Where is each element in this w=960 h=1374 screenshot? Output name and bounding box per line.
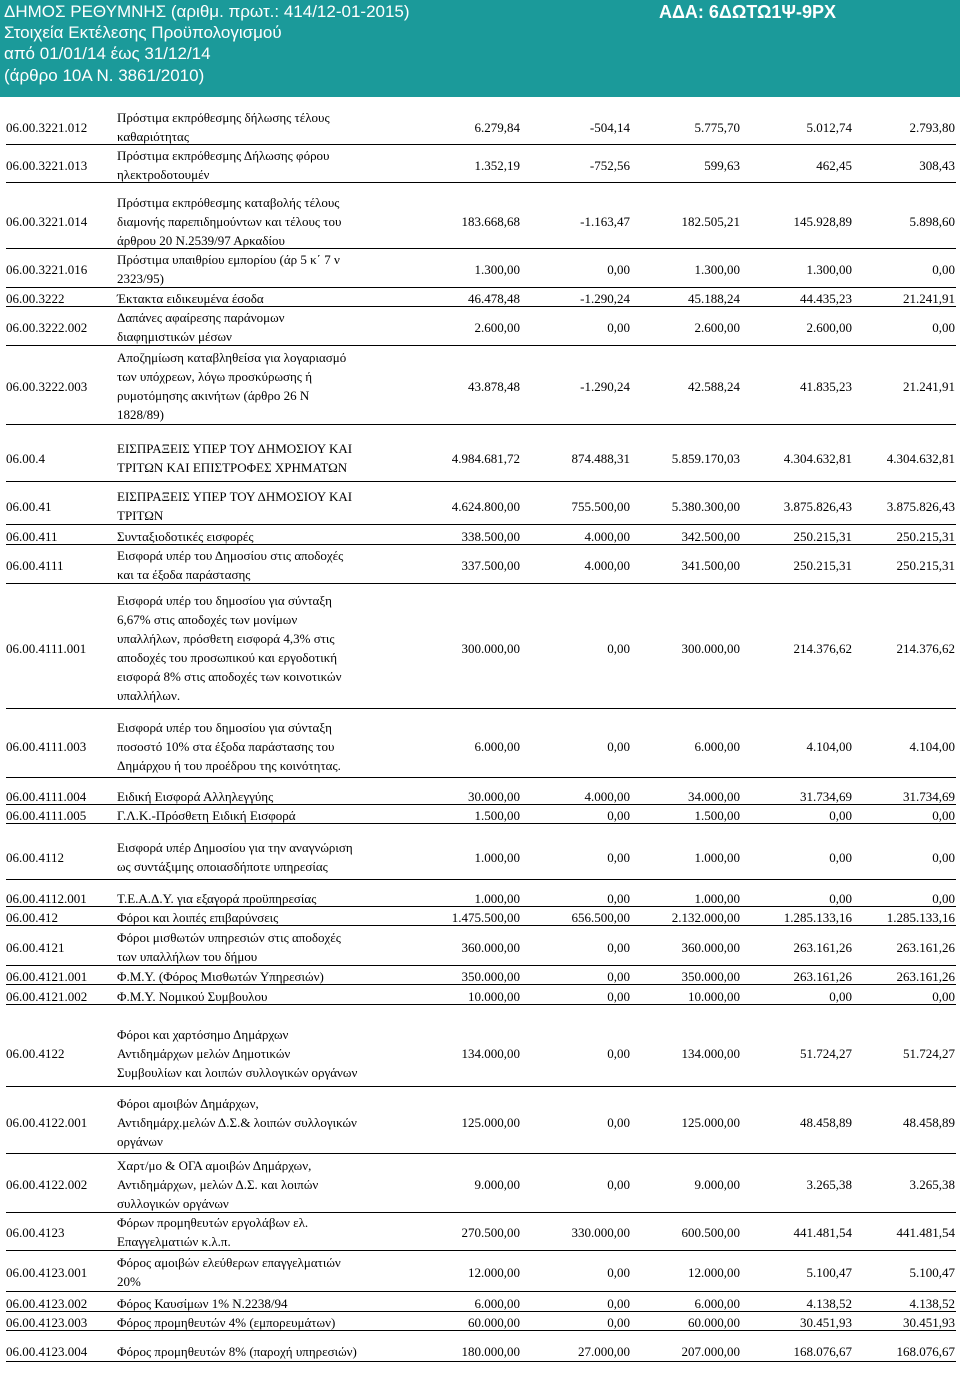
amount-col-5: 4.104,00 [909, 738, 955, 754]
amount-col-4: 462,45 [816, 157, 852, 173]
amount-col-3: 60.000,00 [688, 1314, 740, 1330]
amount-col-1: 46.478,48 [468, 290, 520, 306]
table-row [0, 908, 960, 926]
amount-col-1: 10.000,00 [468, 988, 520, 1004]
amount-col-4: 4.138,52 [806, 1295, 852, 1311]
amount-col-2: 874.488,31 [571, 450, 630, 466]
amount-col-4: 3.875.826,43 [783, 498, 852, 514]
amount-col-4: 263.161,26 [793, 939, 852, 955]
account-description: Φόρος αμοιβών ελεύθερων επαγγελματιών 20% [117, 1255, 341, 1289]
account-description: Συνταξιοδοτικές εισφορές [117, 528, 254, 544]
account-code: 06.00.4123.004 [6, 1343, 88, 1359]
account-description: Φόροι αμοιβών Δημάρχων, Αντιδημάρχ.μελών Δ.Σ.& λοιπών συλλογικών οργάνων [117, 1095, 357, 1149]
table-row [0, 487, 960, 525]
table-row [0, 1252, 960, 1292]
row-divider [6, 708, 956, 709]
amount-col-3: 1.000,00 [694, 890, 740, 906]
row-divider [6, 524, 956, 525]
amount-col-5: 263.161,26 [896, 968, 955, 984]
account-description: Δαπάνες αφαίρεσης παράνομων διαφημιστικών μέσων [117, 310, 285, 344]
amount-col-5: 441.481,54 [896, 1224, 955, 1240]
account-code: 06.00.4123 [6, 1224, 65, 1240]
table-row [0, 714, 960, 778]
account-code: 06.00.4121.002 [6, 988, 88, 1004]
account-code: 06.00.4123.002 [6, 1295, 88, 1311]
account-description: Φ.Μ.Υ. Νομικού Συμβουλου [117, 988, 268, 1004]
amount-col-3: 5.859.170,03 [671, 450, 740, 466]
report-period: από 01/01/14 έως 31/12/14 [4, 44, 211, 63]
row-divider [6, 248, 956, 249]
table-row [0, 967, 960, 985]
amount-col-4: 5.012,74 [806, 119, 852, 135]
amount-col-5: 0,00 [932, 261, 955, 277]
row-divider [6, 481, 956, 482]
row-divider [6, 1250, 956, 1251]
amount-col-2: 4.000,00 [584, 557, 630, 573]
report-title: Στοιχεία Εκτέλεσης Προϋπολογισμού [4, 23, 282, 42]
amount-col-5: 3.875.826,43 [886, 498, 955, 514]
row-divider [6, 182, 956, 183]
amount-col-2: -1.290,24 [580, 378, 630, 394]
legal-reference: (άρθρο 10Α Ν. 3861/2010) [4, 66, 205, 85]
amount-col-1: 4.624.800,00 [451, 498, 520, 514]
amount-col-2: 0,00 [607, 849, 630, 865]
account-code: 06.00.3221.014 [6, 213, 88, 229]
amount-col-2: 755.500,00 [571, 498, 630, 514]
amount-col-4: 250.215,31 [793, 528, 852, 544]
account-description: ΕΙΣΠΡΑΞΕΙΣ ΥΠΕΡ ΤΟΥ ΔΗΜΟΣΙΟΥ ΚΑΙ ΤΡΙΤΩΝ [117, 489, 353, 523]
table-row [0, 109, 960, 145]
amount-col-3: 125.000,00 [681, 1114, 740, 1130]
amount-col-3: 10.000,00 [688, 988, 740, 1004]
row-divider [6, 1153, 956, 1154]
amount-col-1: 183.668,68 [461, 213, 520, 229]
account-code: 06.00.3222 [6, 290, 65, 306]
account-code: 06.00.4111 [6, 557, 64, 573]
amount-col-3: 360.000,00 [681, 939, 740, 955]
amount-col-5: 31.734,69 [903, 788, 955, 804]
table-row [0, 928, 960, 966]
amount-col-5: 168.076,67 [896, 1343, 955, 1359]
row-divider [6, 823, 956, 824]
amount-col-3: 6.000,00 [694, 738, 740, 754]
amount-col-5: 0,00 [932, 890, 955, 906]
amount-col-2: 0,00 [607, 1176, 630, 1192]
amount-col-3: 1.000,00 [694, 849, 740, 865]
municipality-title: ΔΗΜΟΣ ΡΕΘΥΜΝΗΣ (αριθμ. πρωτ.: 414/12-01-2015) [4, 2, 410, 21]
amount-col-3: 207.000,00 [681, 1343, 740, 1359]
amount-col-3: 600.500,00 [681, 1224, 740, 1240]
amount-col-2: 0,00 [607, 1114, 630, 1130]
table-row [0, 1294, 960, 1312]
amount-col-2: 4.000,00 [584, 788, 630, 804]
amount-col-4: 4.304.632,81 [783, 450, 852, 466]
amount-col-2: -752,56 [589, 157, 630, 173]
account-code: 06.00.3221.016 [6, 261, 88, 277]
amount-col-5: 5.100,47 [909, 1264, 955, 1280]
amount-col-1: 4.984.681,72 [451, 450, 520, 466]
amount-col-2: -504,14 [589, 119, 630, 135]
amount-col-5: 214.376,62 [896, 640, 955, 656]
amount-col-3: 42.588,24 [688, 378, 740, 394]
amount-col-4: 2.600,00 [806, 319, 852, 335]
row-divider [6, 144, 956, 145]
account-description: Φόρος προμηθευτών 4% (εμπορευμάτων) [117, 1314, 336, 1330]
amount-col-4: 0,00 [829, 890, 852, 906]
amount-col-4: 5.100,47 [806, 1264, 852, 1280]
row-divider [6, 984, 956, 985]
amount-col-3: 5.775,70 [694, 119, 740, 135]
amount-col-1: 125.000,00 [461, 1114, 520, 1130]
account-description: Εισφορά υπέρ του Δημοσίου στις αποδοχές και τα έξοδα παράστασης [117, 548, 344, 582]
account-code: 06.00.4111.003 [6, 738, 87, 754]
row-divider [6, 1291, 956, 1292]
amount-col-5: 0,00 [932, 807, 955, 823]
account-code: 06.00.4 [6, 450, 45, 466]
ada-code: ΑΔΑ: 6ΔΩΤΩ1Ψ-9ΡΧ [658, 2, 836, 22]
amount-col-5: 308,43 [919, 157, 955, 173]
account-description: Εισφορά υπέρ του δημοσίου για σύνταξη ποσοστό 10% στα έξοδα παράστασης του Δημάρχου ή του προέδρου της κοινότητας. [117, 719, 341, 773]
amount-col-4: 3.265,38 [806, 1176, 852, 1192]
table-row [0, 1019, 960, 1087]
amount-col-2: 0,00 [607, 939, 630, 955]
amount-col-1: 1.475.500,00 [451, 909, 520, 925]
amount-col-1: 1.300,00 [474, 261, 520, 277]
amount-col-2: 330.000,00 [571, 1224, 630, 1240]
amount-col-3: 1.300,00 [694, 261, 740, 277]
amount-col-2: 0,00 [607, 1295, 630, 1311]
table-row [0, 787, 960, 805]
row-divider [6, 1004, 956, 1005]
amount-col-4: 4.104,00 [806, 738, 852, 754]
amount-col-1: 30.000,00 [468, 788, 520, 804]
amount-col-5: 5.898,60 [909, 213, 955, 229]
amount-col-3: 9.000,00 [694, 1176, 740, 1192]
account-code: 06.00.4111.005 [6, 807, 87, 823]
amount-col-2: 0,00 [607, 261, 630, 277]
account-code: 06.00.41 [6, 498, 52, 514]
amount-col-5: 30.451,93 [903, 1314, 955, 1330]
account-description: Ειδική Εισφορά Αλληλεγγύης [117, 788, 274, 804]
account-code: 06.00.4122.002 [6, 1176, 88, 1192]
row-divider [6, 1361, 956, 1362]
amount-col-1: 6.279,84 [474, 119, 520, 135]
account-code: 06.00.3221.013 [6, 157, 88, 173]
table-row [0, 587, 960, 709]
row-divider [6, 544, 956, 545]
amount-col-1: 134.000,00 [461, 1045, 520, 1061]
account-description: Έκτακτα ειδικευμένα έσοδα [117, 290, 264, 306]
amount-col-3: 300.000,00 [681, 640, 740, 656]
amount-col-1: 360.000,00 [461, 939, 520, 955]
account-description: ΕΙΣΠΡΑΞΕΙΣ ΥΠΕΡ ΤΟΥ ΔΗΜΟΣΙΟΥ ΚΑΙ ΤΡΙΤΩΝ ΚΑΙ ΕΠΙΣΤΡΟΦΕΣ ΧΡΗΜΑΤΩΝ [117, 441, 353, 475]
amount-col-5: 0,00 [932, 849, 955, 865]
amount-col-1: 2.600,00 [474, 319, 520, 335]
amount-col-4: 44.435,23 [800, 290, 852, 306]
amount-col-3: 342.500,00 [681, 528, 740, 544]
amount-col-3: 350.000,00 [681, 968, 740, 984]
account-description: Χαρτ/μο & ΟΓΑ αμοιβών Δημάρχων, Αντιδημάρχων, μελών Δ.Σ. και λοιπών συλλογικών οργάνων [117, 1157, 319, 1211]
amount-col-1: 338.500,00 [461, 528, 520, 544]
amount-col-2: 0,00 [607, 1045, 630, 1061]
amount-col-5: 21.241,91 [903, 290, 955, 306]
amount-col-4: 0,00 [829, 849, 852, 865]
amount-col-1: 12.000,00 [468, 1264, 520, 1280]
amount-col-5: 263.161,26 [896, 939, 955, 955]
account-description: Γ.Λ.Κ.-Πρόσθετη Ειδική Εισφορά [117, 807, 296, 823]
account-description: Φόροι και λοιπές επιβαρύνσεις [117, 909, 279, 925]
amount-col-1: 1.000,00 [474, 849, 520, 865]
amount-col-1: 1.000,00 [474, 890, 520, 906]
table-row [0, 347, 960, 425]
account-description: Φόρων προμηθευτών εργολάβων ελ. Επαγγελματιών κ.λ.π. [117, 1215, 309, 1249]
amount-col-3: 2.132.000,00 [671, 909, 740, 925]
account-description: Πρόστιμα εκπρόθεσμης καταβολής τέλους διαμονής παρεπιδημούντων και τέλους του άρθρου 20 Ν.2539/97 Αρκαδίου [117, 194, 342, 248]
table-row [0, 889, 960, 907]
row-divider [6, 306, 956, 307]
amount-col-1: 270.500,00 [461, 1224, 520, 1240]
account-code: 06.00.4111.001 [6, 640, 87, 656]
amount-col-5: 250.215,31 [896, 557, 955, 573]
amount-col-1: 60.000,00 [468, 1314, 520, 1330]
amount-col-3: 599,63 [704, 157, 740, 173]
amount-col-4: 250.215,31 [793, 557, 852, 573]
row-divider [6, 879, 956, 880]
amount-col-1: 9.000,00 [474, 1176, 520, 1192]
amount-col-1: 300.000,00 [461, 640, 520, 656]
account-description: Φόροι και χαρτόσημο Δημάρχων Αντιδημάρχων μελών Δημοτικών Συμβουλίων και λοιπών συλλογικών οργάνων [117, 1026, 358, 1080]
amount-col-3: 1.500,00 [694, 807, 740, 823]
account-code: 06.00.4121.001 [6, 968, 88, 984]
table-row [0, 1340, 960, 1362]
table-row [0, 527, 960, 545]
amount-col-4: 51.724,27 [800, 1045, 852, 1061]
table-row [0, 987, 960, 1005]
account-description: Φόροι μισθωτών υπηρεσιών στις αποδοχές των υπαλλήλων του δήμου [117, 930, 341, 964]
amount-col-1: 1.352,19 [474, 157, 520, 173]
amount-col-1: 337.500,00 [461, 557, 520, 573]
row-divider [6, 345, 956, 346]
amount-col-5: 0,00 [932, 988, 955, 1004]
amount-col-3: 34.000,00 [688, 788, 740, 804]
table-row [0, 289, 960, 307]
amount-col-5: 3.265,38 [909, 1176, 955, 1192]
amount-col-2: 0,00 [607, 968, 630, 984]
account-code: 06.00.3221.012 [6, 119, 88, 135]
amount-col-4: 0,00 [829, 807, 852, 823]
amount-col-1: 43.878,48 [468, 378, 520, 394]
amount-col-5: 21.241,91 [903, 378, 955, 394]
amount-col-5: 4.138,52 [909, 1295, 955, 1311]
account-description: Φ.Μ.Υ. (Φόρος Μισθωτών Υπηρεσιών) [117, 968, 324, 984]
amount-col-5: 4.304.632,81 [886, 450, 955, 466]
amount-col-3: 341.500,00 [681, 557, 740, 573]
amount-col-3: 2.600,00 [694, 319, 740, 335]
account-code: 06.00.4112.001 [6, 890, 87, 906]
amount-col-4: 30.451,93 [800, 1314, 852, 1330]
account-code: 06.00.3222.003 [6, 378, 88, 394]
amount-col-2: 0,00 [607, 807, 630, 823]
account-code: 06.00.4122.001 [6, 1114, 88, 1130]
amount-col-2: -1.290,24 [580, 290, 630, 306]
amount-col-4: 145.928,89 [793, 213, 852, 229]
account-description: Εισφορά υπέρ Δημοσίου για την αναγνώριση ως συντάξιμης οποιασδήποτε υπηρεσίας [117, 840, 353, 874]
amount-col-1: 6.000,00 [474, 1295, 520, 1311]
amount-col-5: 250.215,31 [896, 528, 955, 544]
table-row [0, 1213, 960, 1251]
amount-col-2: 0,00 [607, 319, 630, 335]
amount-col-4: 441.481,54 [793, 1224, 852, 1240]
amount-col-1: 1.500,00 [474, 807, 520, 823]
amount-col-2: -1.163,47 [580, 213, 630, 229]
table-row [0, 834, 960, 880]
account-description: Πρόστιμα εκπρόθεσμης Δήλωσης φόρου ηλεκτροδοτουμέν [117, 148, 330, 182]
amount-col-2: 0,00 [607, 988, 630, 1004]
amount-col-4: 48.458,89 [800, 1114, 852, 1130]
row-divider [6, 1086, 956, 1087]
account-code: 06.00.412 [6, 909, 58, 925]
amount-col-5: 1.285.133,16 [886, 909, 955, 925]
account-code: 06.00.4111.004 [6, 788, 87, 804]
account-description: Πρόστιμα υπαιθρίου εμπορίου (άρ 5 κ΄ 7 ν 2323/95) [117, 252, 340, 286]
table-row [0, 434, 960, 482]
amount-col-4: 0,00 [829, 988, 852, 1004]
table-row [0, 193, 960, 249]
account-description: Πρόστιμα εκπρόθεσμης δήλωσης τέλους καθαριότητας [117, 110, 330, 144]
amount-col-2: 27.000,00 [578, 1343, 630, 1359]
table-row [0, 147, 960, 183]
account-description: Φόρος Καυσίμων 1% Ν.2238/94 [117, 1295, 288, 1311]
amount-col-4: 214.376,62 [793, 640, 852, 656]
amount-col-4: 1.300,00 [806, 261, 852, 277]
amount-col-2: 0,00 [607, 1264, 630, 1280]
account-code: 06.00.4122 [6, 1045, 65, 1061]
account-description: Φόρος προμηθευτών 8% (παροχή υπηρεσιών) [117, 1343, 357, 1359]
amount-col-2: 0,00 [607, 1314, 630, 1330]
amount-col-3: 182.505,21 [681, 213, 740, 229]
amount-col-2: 656.500,00 [571, 909, 630, 925]
amount-col-2: 0,00 [607, 738, 630, 754]
amount-col-4: 263.161,26 [793, 968, 852, 984]
row-divider [6, 583, 956, 584]
table-row [0, 806, 960, 824]
account-description: Αποζημίωση καταβληθείσα για λογαριασμό των υπόχρεων, λόγω προσκύρωσης ή ρυμοτόμησης ακινήτων (άρθρο 26 Ν 1828/89) [117, 350, 347, 422]
table-row [0, 1155, 960, 1213]
amount-col-5: 48.458,89 [903, 1114, 955, 1130]
amount-col-5: 0,00 [932, 319, 955, 335]
amount-col-2: 0,00 [607, 890, 630, 906]
account-code: 06.00.4121 [6, 939, 65, 955]
amount-col-3: 5.380.300,00 [671, 498, 740, 514]
amount-col-4: 1.285.133,16 [783, 909, 852, 925]
table-row [0, 1313, 960, 1331]
table-row [0, 250, 960, 288]
row-divider [6, 777, 956, 778]
account-code: 06.00.4123.001 [6, 1264, 88, 1280]
account-code: 06.00.4112 [6, 849, 65, 865]
amount-col-3: 6.000,00 [694, 1295, 740, 1311]
amount-col-1: 180.000,00 [461, 1343, 520, 1359]
table-row [0, 308, 960, 346]
amount-col-4: 168.076,67 [793, 1343, 852, 1359]
amount-col-3: 134.000,00 [681, 1045, 740, 1061]
amount-col-1: 6.000,00 [474, 738, 520, 754]
account-description: Εισφορά υπέρ του δημοσίου για σύνταξη 6,67% στις αποδοχές των μονίμων υπαλλήλων, πρόσθετη εισφορά 4,3% στις αποδοχές του προσωπικού και εργοδοτική εισφορά 8% στις αποδοχές των κοινοτικών υπαλλήλων. [117, 593, 342, 703]
table-row [0, 546, 960, 584]
account-code: 06.00.4123.003 [6, 1314, 88, 1330]
row-divider [6, 925, 956, 926]
row-divider [6, 424, 956, 425]
table-row [0, 1090, 960, 1154]
amount-col-4: 31.734,69 [800, 788, 852, 804]
amount-col-4: 41.835,23 [800, 378, 852, 394]
account-description: Τ.Ε.Α.Δ.Υ. για εξαγορά προϋπηρεσίας [117, 890, 317, 906]
amount-col-2: 4.000,00 [584, 528, 630, 544]
account-code: 06.00.3222.002 [6, 319, 88, 335]
amount-col-5: 51.724,27 [903, 1045, 955, 1061]
row-divider [6, 1330, 956, 1331]
account-code: 06.00.411 [6, 528, 58, 544]
amount-col-1: 350.000,00 [461, 968, 520, 984]
amount-col-3: 12.000,00 [688, 1264, 740, 1280]
amount-col-2: 0,00 [607, 640, 630, 656]
amount-col-3: 45.188,24 [688, 290, 740, 306]
amount-col-5: 2.793,80 [909, 119, 955, 135]
